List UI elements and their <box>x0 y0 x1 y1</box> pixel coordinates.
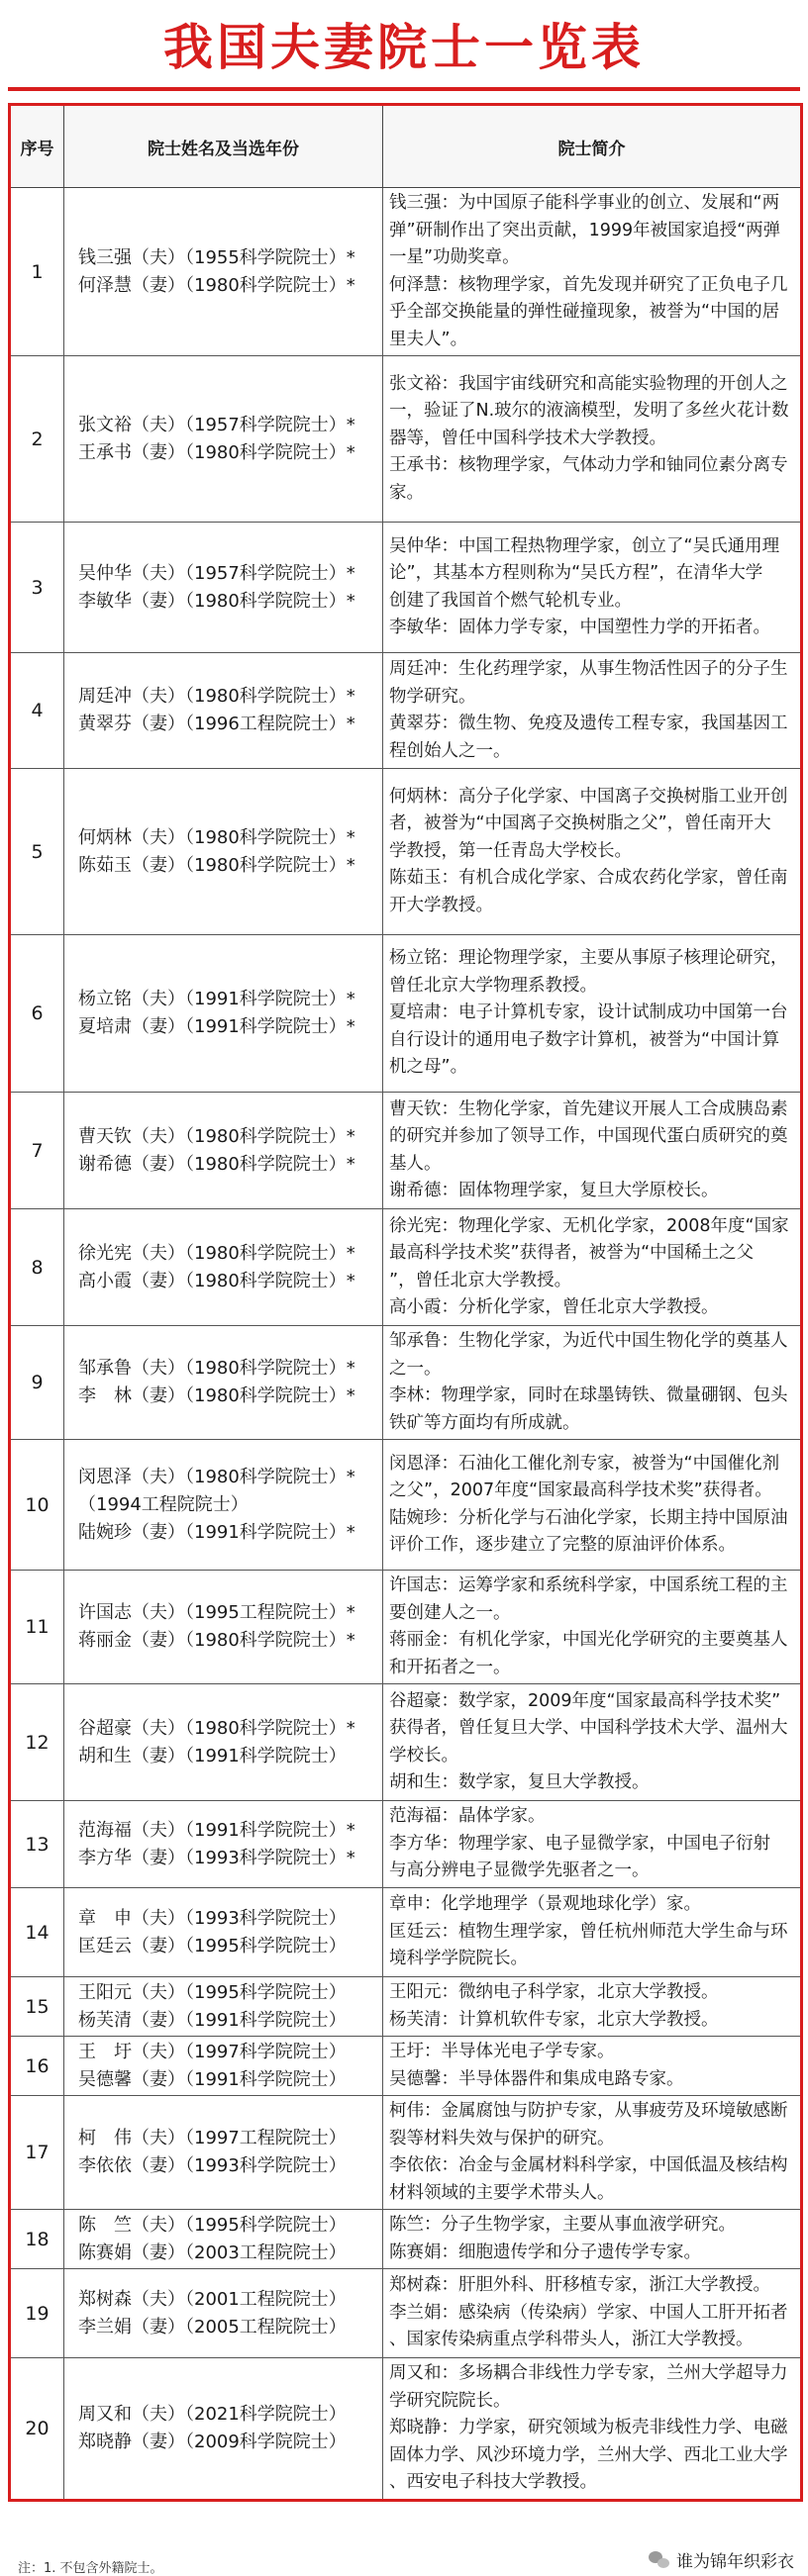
table-row <box>10 2037 802 2096</box>
intro-line: 章申：化学地理学（景观地球化学）家。 <box>389 1894 701 1915</box>
couples-table <box>8 103 803 2502</box>
academician-names <box>64 653 383 769</box>
academician-name-line: 李方华（妻）（1993科学院院士）* <box>78 1847 355 1868</box>
academician-name-line: 黄翠芬（妻）（1996工程院院士）* <box>78 714 355 734</box>
academician-intro <box>383 1209 802 1326</box>
intro-line: 许国志：运筹学家和系统科学家，中国系统工程的主 <box>389 1575 788 1595</box>
academician-name-line: 吴仲华（夫）（1957科学院院士）* <box>78 562 355 584</box>
academician-name-line: 杨芙清（妻）（1991科学院院士） <box>78 2009 347 2031</box>
academician-name-line: 陈 竺（夫）（1995科学院院士） <box>78 2214 347 2236</box>
academician-names <box>64 188 383 356</box>
academician-name-line: 曹天钦（夫）（1980科学院院士）* <box>78 1125 355 1147</box>
table-row <box>10 2096 802 2210</box>
intro-line: 弹”研制作出了突出贡献，1999年被国家追授“两弹 <box>389 220 781 240</box>
table-row <box>10 1440 802 1571</box>
academician-name-line: 夏培肃（妻）（1991科学院院士）* <box>78 1016 355 1037</box>
intro-line: 钱三强：为中国原子能科学事业的创立、发展和“两 <box>389 193 780 213</box>
header-intro: 院士简介 <box>383 105 802 188</box>
row-index: 18 <box>10 2210 64 2269</box>
academician-name-line: 周廷冲（夫）（1980科学院院士）* <box>78 686 355 707</box>
header-index: 序号 <box>10 105 64 188</box>
academician-name-line: 王阳元（夫）（1995科学院院士） <box>78 1981 347 2003</box>
intro-line: 黄翠芬：微生物、免疫及遗传工程专家，我国基因工 <box>389 714 788 733</box>
academician-names <box>64 2096 383 2210</box>
header-names: 院士姓名及当选年份 <box>64 105 383 188</box>
academician-name-line: 李 林（妻）（1980科学院院士）* <box>78 1385 355 1406</box>
intro-line: 李兰娟：感染病（传染病）学家、中国人工肝开拓者 <box>389 2302 788 2323</box>
academician-intro <box>383 1684 802 1801</box>
academician-names <box>64 356 383 523</box>
intro-line: 、国家传染病重点学科带头人，浙江大学教授。 <box>389 2330 754 2350</box>
academician-name-line: 杨立铭（夫）（1991科学院院士）* <box>78 989 355 1009</box>
academician-names <box>64 1977 383 2037</box>
intro-line: 徐光宪：物理化学家、无机化学家，2008年度“国家 <box>389 1215 789 1236</box>
row-index: 5 <box>10 769 64 935</box>
academician-name-line: 胡和生（妻）（1991科学院院士） <box>78 1745 347 1766</box>
academician-intro <box>383 2269 802 2358</box>
academician-name-line: 郑树森（夫）（2001工程院院士） <box>78 2288 347 2310</box>
academician-intro <box>383 1326 802 1440</box>
academician-names <box>64 769 383 935</box>
academician-names <box>64 1571 383 1684</box>
intro-line: 学校长。 <box>389 1745 458 1765</box>
academician-name-line: 王 圩（夫）（1997科学院院士） <box>78 2041 347 2062</box>
page-title: 我国夫妻院士一览表 <box>8 0 800 91</box>
academician-name-line: 陈赛娟（妻）（2003工程院院士） <box>78 2242 347 2263</box>
table-row <box>10 769 802 935</box>
academician-names <box>64 1209 383 1326</box>
footnote: 注：1. 不包含外籍院士。 <box>18 2561 163 2576</box>
academician-names <box>64 2210 383 2269</box>
row-index: 12 <box>10 1684 64 1801</box>
academician-name-line: 张文裕（夫）（1957科学院院士）* <box>78 414 355 435</box>
academician-name-line: 何炳林（夫）（1980科学院院士）* <box>78 826 355 848</box>
academician-names <box>64 1326 383 1440</box>
academician-intro <box>383 523 802 653</box>
academician-name-line: 蒋丽金（妻）（1980科学院院士）* <box>78 1630 355 1651</box>
row-index: 15 <box>10 1977 64 2037</box>
intro-line: 陈茹玉：有机合成化学家、合成农药化学家，曾任南 <box>389 868 788 889</box>
table-row <box>10 935 802 1093</box>
table-row <box>10 188 802 356</box>
intro-line: 曾任北京大学物理系教授。 <box>389 975 597 996</box>
intro-line: 匡廷云：植物生理学家，曾任杭州师范大学生命与环 <box>389 1921 788 1942</box>
intro-line: 机之母”。 <box>389 1057 468 1078</box>
table-row <box>10 1093 802 1209</box>
intro-line: 材料领域的主要学术带头人。 <box>389 2182 615 2203</box>
intro-line: 开大学教授。 <box>389 895 493 915</box>
table-row <box>10 2358 802 2501</box>
academician-name-line: 高小霞（妻）（1980科学院院士）* <box>78 1270 355 1291</box>
academician-names <box>64 1888 383 1977</box>
intro-line: 一星”功勋奖章。 <box>389 247 520 267</box>
intro-line: 论”，其基本方程则称为“吴氏方程”，在清华大学 <box>389 563 763 583</box>
intro-line: 何泽慧：核物理学家，首先发现并研究了正负电子几 <box>389 274 788 295</box>
intro-line: 王阳元：微纳电子科学家，北京大学教授。 <box>389 1982 719 2002</box>
intro-line: 杨芙清：计算机软件专家，北京大学教授。 <box>389 2009 719 2030</box>
academician-intro <box>383 2210 802 2269</box>
intro-line: 杨立铭：理论物理学家，主要从事原子核理论研究， <box>389 948 788 969</box>
intro-line: 裂等材料失效与保护的研究。 <box>389 2128 615 2148</box>
intro-line: 陆婉珍：分析化学与石油化学家，长期主持中国原油 <box>389 1507 788 1528</box>
academician-name-line: 钱三强（夫）（1955科学院院士）* <box>78 246 355 268</box>
intro-line: 里夫人”。 <box>389 329 468 349</box>
intro-line: 邹承鲁：生物化学家，为近代中国生物化学的奠基人 <box>389 1331 788 1351</box>
academician-names <box>64 2358 383 2501</box>
row-index: 20 <box>10 2358 64 2501</box>
academician-intro <box>383 1440 802 1571</box>
intro-line: 家。 <box>389 482 424 503</box>
intro-line: 谢希德：固体物理学家，复旦大学原校长。 <box>389 1181 719 1200</box>
intro-line: 谷超豪：数学家，2009年度“国家最高科学技术奖” <box>389 1690 781 1711</box>
intro-line: 郑树森：肝胆外科、肝移植专家，浙江大学教授。 <box>389 2275 770 2296</box>
intro-line: 的研究并参加了领导工作，中国现代蛋白质研究的奠 <box>389 1126 788 1146</box>
intro-line: 李林：物理学家，同时在球墨铸铁、微量硼钢、包头 <box>389 1385 788 1405</box>
intro-line: 者，被誉为“中国离子交换树脂之父”，曾任南开大 <box>389 813 771 834</box>
row-index: 4 <box>10 653 64 769</box>
intro-line: 境科学学院院长。 <box>389 1949 528 1969</box>
academician-intro <box>383 2096 802 2210</box>
intro-line: 自行设计的通用电子数字计算机，被誉为“中国计算 <box>389 1029 780 1050</box>
academician-name-line: 章 申（夫）（1993科学院院士） <box>78 1907 347 1929</box>
table-row <box>10 1209 802 1326</box>
row-index: 14 <box>10 1888 64 1977</box>
table-row <box>10 1684 802 1801</box>
intro-line: 李敏华：固体力学专家，中国塑性力学的开拓者。 <box>389 618 770 637</box>
academician-name-line: （1994工程院院士） <box>78 1493 249 1515</box>
academician-name-line: 李依依（妻）（1993科学院院士） <box>78 2155 347 2176</box>
academician-names <box>64 935 383 1093</box>
row-index: 9 <box>10 1326 64 1440</box>
academician-intro <box>383 1977 802 2037</box>
table-row <box>10 2269 802 2358</box>
table-row <box>10 1888 802 1977</box>
academician-name-line: 范海福（夫）（1991科学院院士）* <box>78 1819 355 1841</box>
intro-line: 蒋丽金：有机化学家，中国光化学研究的主要奠基人 <box>389 1630 788 1650</box>
academician-intro <box>383 653 802 769</box>
intro-line: 周又和：多场耦合非线性力学专家，兰州大学超导力 <box>389 2363 788 2383</box>
academician-intro <box>383 769 802 935</box>
intro-line: 何炳林：高分子化学家、中国离子交换树脂工业开创 <box>389 786 788 807</box>
academician-name-line: 郑晓静（妻）（2009科学院院士） <box>78 2431 347 2452</box>
academician-name-line: 周又和（夫）（2021科学院院士） <box>78 2403 347 2425</box>
table-header-row <box>10 105 802 188</box>
table-row <box>10 653 802 769</box>
intro-line: 吴仲华：中国工程热物理学家，创立了“吴氏通用理 <box>389 535 780 556</box>
intro-line: 之一。 <box>389 1358 442 1379</box>
academician-intro <box>383 1801 802 1888</box>
academician-name-line: 李敏华（妻）（1980科学院院士）* <box>78 590 355 612</box>
intro-line: 周廷冲：生化药理学家，从事生物活性因子的分子生 <box>389 659 788 679</box>
intro-line: 王圩：半导体光电子学专家。 <box>389 2042 615 2061</box>
intro-line: 之父”，2007年度“国家最高科学技术奖”获得者。 <box>389 1480 772 1500</box>
intro-line: 王承书：核物理学家，气体动力学和铀同位素分离专 <box>389 455 788 476</box>
intro-line: 李依依：冶金与金属材料科学家，中国低温及核结构 <box>389 2155 788 2175</box>
academician-name-line: 陈茹玉（妻）（1980科学院院士）* <box>78 854 355 876</box>
academician-name-line: 闵恩泽（夫）（1980科学院院士）* <box>78 1466 355 1487</box>
intro-line: 范海福：晶体学家。 <box>389 1806 546 1827</box>
academician-intro <box>383 935 802 1093</box>
intro-line: 李方华：物理学家、电子显微学家，中国电子衍射 <box>389 1833 770 1854</box>
intro-line: 创建了我国首个燃气轮机专业。 <box>389 590 632 611</box>
intro-line: 夏培肃：电子计算机专家，设计试制成功中国第一台 <box>389 1002 788 1023</box>
table-row <box>10 1977 802 2037</box>
row-index: 11 <box>10 1571 64 1684</box>
intro-line: 与高分辨电子显微学先驱者之一。 <box>389 1860 650 1881</box>
table-row <box>10 1571 802 1684</box>
intro-line: 郑晓静：力学家，研究领域为板壳非线性力学、电磁 <box>389 2418 788 2437</box>
intro-line: 要创建人之一。 <box>389 1602 511 1623</box>
row-index: 3 <box>10 523 64 653</box>
table-row <box>10 523 802 653</box>
academician-intro <box>383 356 802 523</box>
table-row <box>10 356 802 523</box>
intro-line: 和开拓者之一。 <box>389 1657 511 1677</box>
wechat-icon <box>649 2551 670 2569</box>
intro-line: 陈赛娟：细胞遗传学和分子遗传学专家。 <box>389 2242 701 2262</box>
intro-line: 器等，曾任中国科学技术大学教授。 <box>389 428 666 448</box>
academician-name-line: 邹承鲁（夫）（1980科学院院士）* <box>78 1358 355 1379</box>
academician-names <box>64 1801 383 1888</box>
row-index: 2 <box>10 356 64 523</box>
intro-line: 柯伟：金属腐蚀与防护专家，从事疲劳及环境敏感断 <box>389 2101 788 2121</box>
table-row <box>10 1326 802 1440</box>
intro-line: 物学研究。 <box>389 686 476 707</box>
academician-name-line: 柯 伟（夫）（1997工程院院士） <box>78 2128 347 2148</box>
source-attribution <box>649 2547 794 2572</box>
academician-name-line: 谢希德（妻）（1980科学院院士）* <box>78 1153 355 1175</box>
academician-name-line: 王承书（妻）（1980科学院院士）* <box>78 441 355 463</box>
academician-name-line: 许国志（夫）（1995工程院院士）* <box>78 1602 355 1623</box>
academician-names <box>64 1440 383 1571</box>
table-row <box>10 2210 802 2269</box>
row-index: 16 <box>10 2037 64 2096</box>
intro-line: 一，验证了N.玻尔的液滴模型，发明了多丝火花计数 <box>389 401 789 422</box>
academician-names <box>64 2269 383 2358</box>
academician-name-line: 陆婉珍（妻）（1991科学院院士）* <box>78 1521 355 1543</box>
academician-intro <box>383 1888 802 1977</box>
academician-intro <box>383 1093 802 1209</box>
table-body <box>10 188 802 2501</box>
intro-line: 、西安电子科技大学教授。 <box>389 2472 597 2492</box>
row-index: 17 <box>10 2096 64 2210</box>
intro-line: 闵恩泽：石油化工催化剂专家，被誉为“中国催化剂 <box>389 1453 780 1474</box>
row-index: 13 <box>10 1801 64 1888</box>
row-index: 10 <box>10 1440 64 1571</box>
intro-line: 吴德馨：半导体器件和集成电路专家。 <box>389 2068 684 2089</box>
source-label: 谁为锦年织彩衣 <box>676 2552 794 2572</box>
intro-line: 高小霞：分析化学家，曾任北京大学教授。 <box>389 1297 719 1317</box>
academician-intro <box>383 188 802 356</box>
intro-line: 固体力学、风沙环境力学，兰州大学、西北工业大学 <box>389 2444 788 2465</box>
intro-line: 学研究院院长。 <box>389 2390 511 2411</box>
intro-line: 获得者，曾任复旦大学、中国科学技术大学、温州大 <box>389 1718 788 1738</box>
academician-names <box>64 523 383 653</box>
academician-intro <box>383 1571 802 1684</box>
intro-line: 胡和生：数学家，复旦大学教授。 <box>389 1772 650 1792</box>
academician-name-line: 吴德馨（妻）（1991科学院院士） <box>78 2068 347 2090</box>
intro-line: 陈竺：分子生物学家，主要从事血液学研究。 <box>389 2215 736 2235</box>
row-index: 19 <box>10 2269 64 2358</box>
academician-name-line: 谷超豪（夫）（1980科学院院士）* <box>78 1717 355 1739</box>
academician-intro <box>383 2358 802 2501</box>
row-index: 1 <box>10 188 64 356</box>
intro-line: 铁矿等方面均有所成就。 <box>389 1412 580 1433</box>
academician-name-line: 何泽慧（妻）（1980科学院院士）* <box>78 274 355 296</box>
intro-line: 乎全部交换能量的弹性碰撞现象，被誉为“中国的居 <box>389 302 780 322</box>
row-index: 8 <box>10 1209 64 1326</box>
academician-intro <box>383 2037 802 2096</box>
academician-names <box>64 2037 383 2096</box>
intro-line: 评价工作，逐步建立了完整的原油评价体系。 <box>389 1535 736 1555</box>
academician-name-line: 徐光宪（夫）（1980科学院院士）* <box>78 1242 355 1264</box>
intro-line: ”，曾任北京大学教授。 <box>389 1270 572 1290</box>
row-index: 7 <box>10 1093 64 1209</box>
table-row <box>10 1801 802 1888</box>
intro-line: 基人。 <box>389 1153 442 1174</box>
row-index: 6 <box>10 935 64 1093</box>
academician-names <box>64 1093 383 1209</box>
academician-names <box>64 1684 383 1801</box>
intro-line: 曹天钦：生物化学家，首先建议开展人工合成胰岛素 <box>389 1098 788 1119</box>
academician-name-line: 李兰娟（妻）（2005工程院院士） <box>78 2316 347 2337</box>
intro-line: 张文裕：我国宇宙线研究和高能实验物理的开创人之 <box>389 373 788 394</box>
academician-name-line: 匡廷云（妻）（1995科学院院士） <box>78 1935 347 1956</box>
intro-line: 最高科学技术奖”获得者，被誉为“中国稀土之父 <box>389 1243 755 1263</box>
intro-line: 程创始人之一。 <box>389 740 511 761</box>
intro-line: 学教授，第一任青岛大学校长。 <box>389 840 632 861</box>
